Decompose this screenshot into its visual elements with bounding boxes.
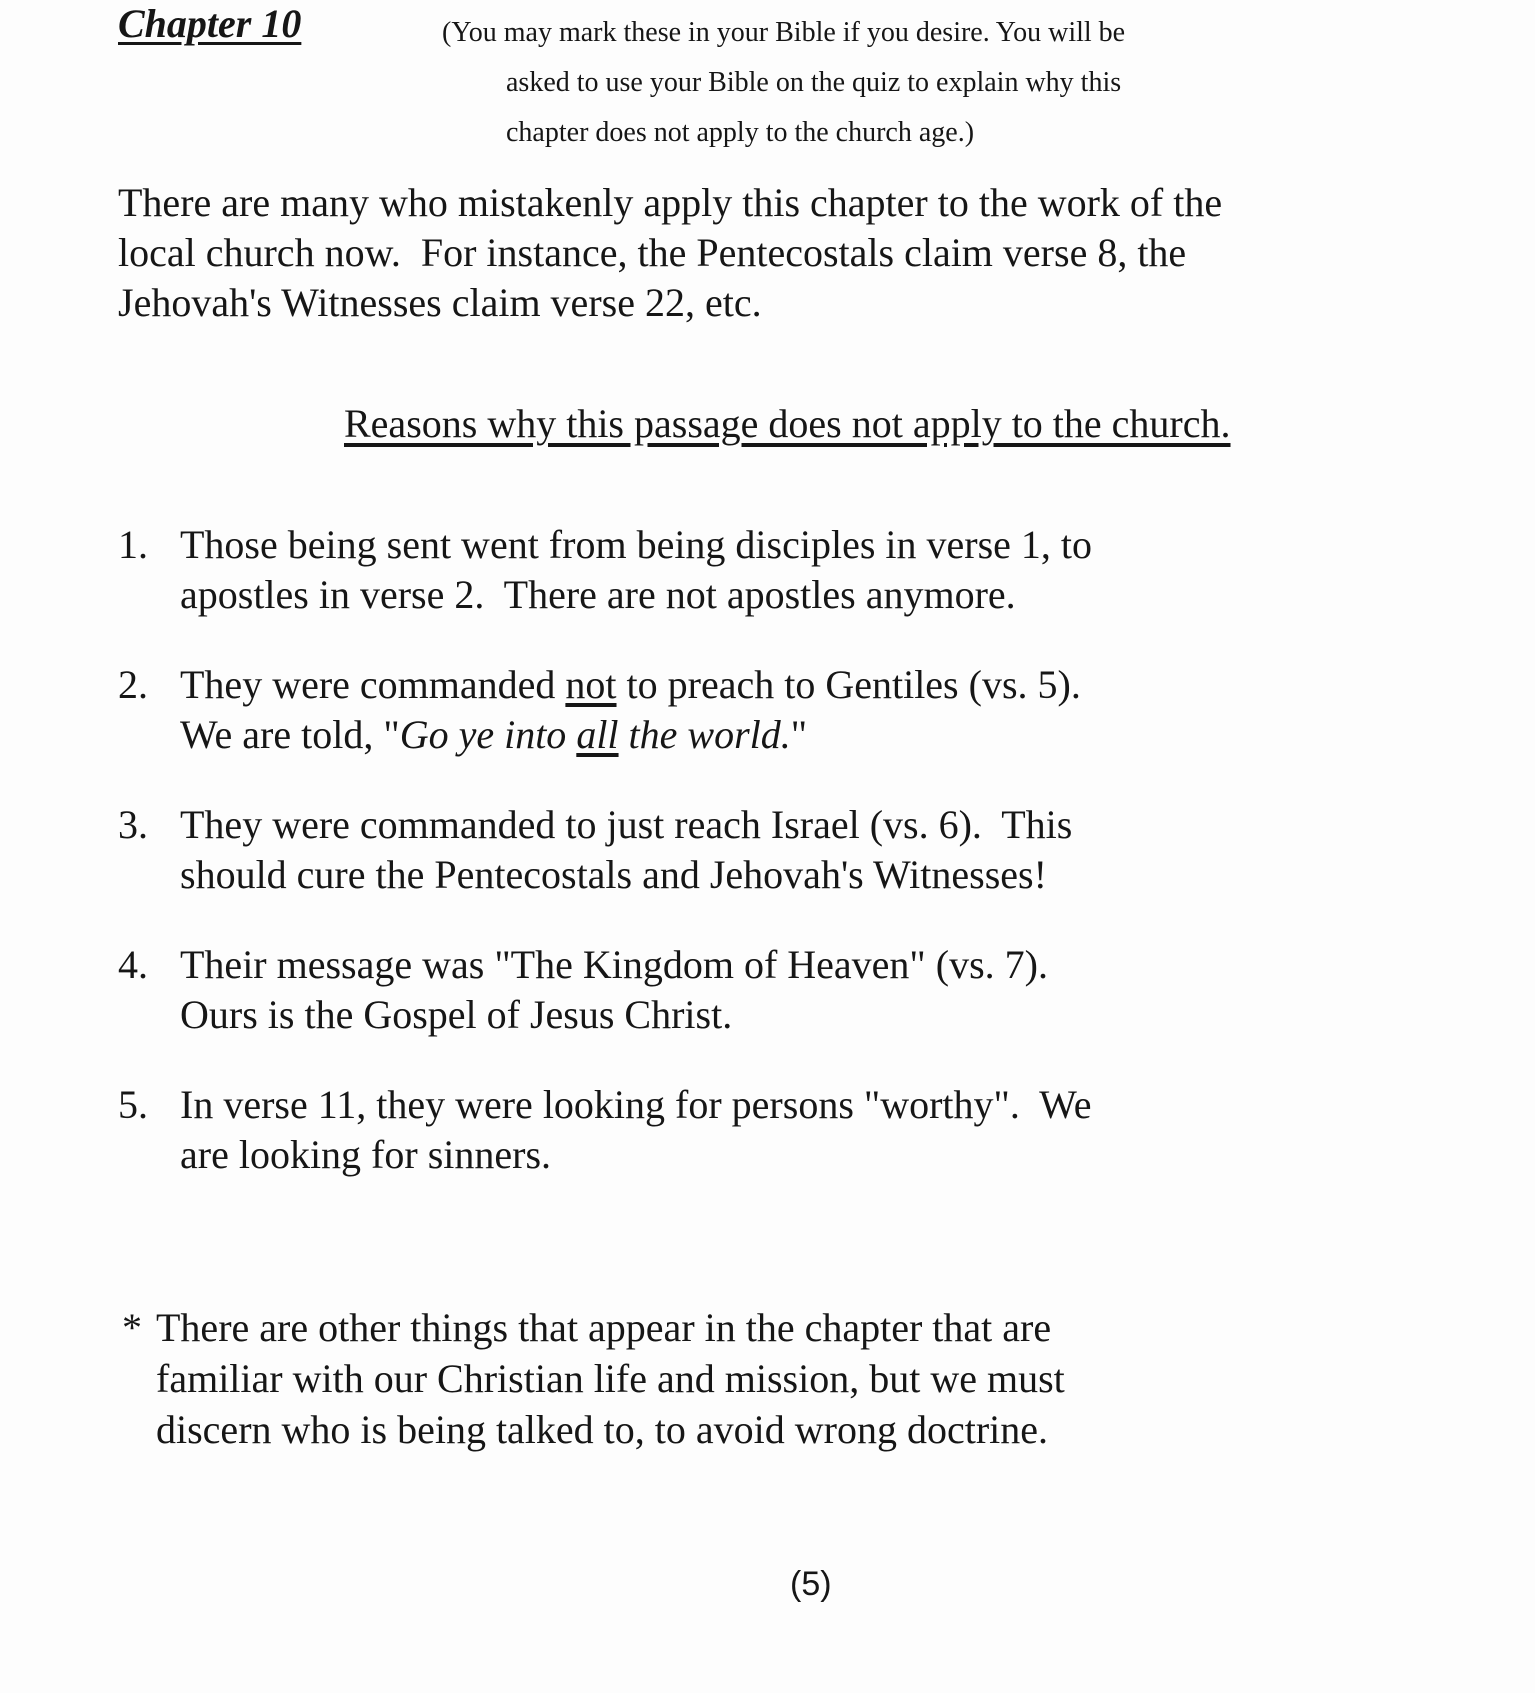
item-line	[180, 660, 1268, 710]
footnote-line: familiar with our Christian life and mission, but we must	[156, 1356, 1065, 1401]
list-item	[118, 660, 1268, 760]
page-number: (5)	[790, 1565, 832, 1603]
intro-line: There are many who mistakenly apply this chapter to the work of the	[118, 180, 1223, 225]
item-line: Ours is the Gospel of Jesus Christ.	[180, 992, 733, 1037]
emphasis-underline: all	[576, 712, 619, 757]
note-line: asked to use your Bible on the quiz to explain why this	[506, 67, 1122, 98]
item-number: 1.	[118, 522, 148, 567]
footnote-line: discern who is being talked to, to avoid wrong doctrine.	[156, 1407, 1049, 1452]
item-number: 5.	[118, 1082, 148, 1127]
item-line: They were commanded to just reach Israel (vs. 6). This	[180, 802, 1073, 847]
item-line: Their message was "The Kingdom of Heaven" (vs. 7).	[180, 942, 1048, 987]
item-text: "	[790, 712, 808, 757]
footnote-line: There are other things that appear in the chapter that are	[156, 1305, 1052, 1350]
note-line: chapter does not apply to the church age.)	[506, 117, 975, 148]
emphasis-underline: not	[565, 662, 617, 707]
item-line: Those being sent went from being disciples in verse 1, to	[180, 522, 1093, 567]
item-text: to preach to Gentiles (vs. 5).	[616, 662, 1081, 707]
item-text: They were commanded	[180, 662, 566, 707]
intro-line: Jehovah's Witnesses claim verse 22, etc.	[118, 280, 762, 325]
item-line: should cure the Pentecostals and Jehovah's Witnesses!	[180, 852, 1047, 897]
item-text: We are told, "	[180, 712, 400, 757]
list-item	[118, 520, 1268, 620]
item-line: In verse 11, they were looking for persons "worthy". We	[180, 1082, 1092, 1127]
chapter-title: Chapter 10	[118, 1, 302, 46]
intro-line: local church now. For instance, the Pentecostals claim verse 8, the	[118, 230, 1187, 275]
intro-paragraph	[118, 178, 1418, 328]
list-item	[118, 1080, 1268, 1180]
item-number: 2.	[118, 662, 148, 707]
list-item	[118, 940, 1268, 1040]
quote-italic: the world.	[618, 712, 791, 757]
list-item	[118, 800, 1268, 900]
item-line: apostles in verse 2. There are not apostles anymore.	[180, 572, 1016, 617]
item-number: 4.	[118, 942, 148, 987]
item-line: are looking for sinners.	[180, 1132, 552, 1177]
quote-italic: Go ye into	[399, 712, 577, 757]
reasons-heading: Reasons why this passage does not apply to the church.	[344, 401, 1231, 446]
asterisk-marker: *	[122, 1305, 142, 1350]
footnote	[118, 1302, 1268, 1455]
note-line: (You may mark these in your Bible if you desire. You will be	[442, 17, 1126, 48]
item-number: 3.	[118, 802, 148, 847]
item-line	[180, 710, 1268, 760]
